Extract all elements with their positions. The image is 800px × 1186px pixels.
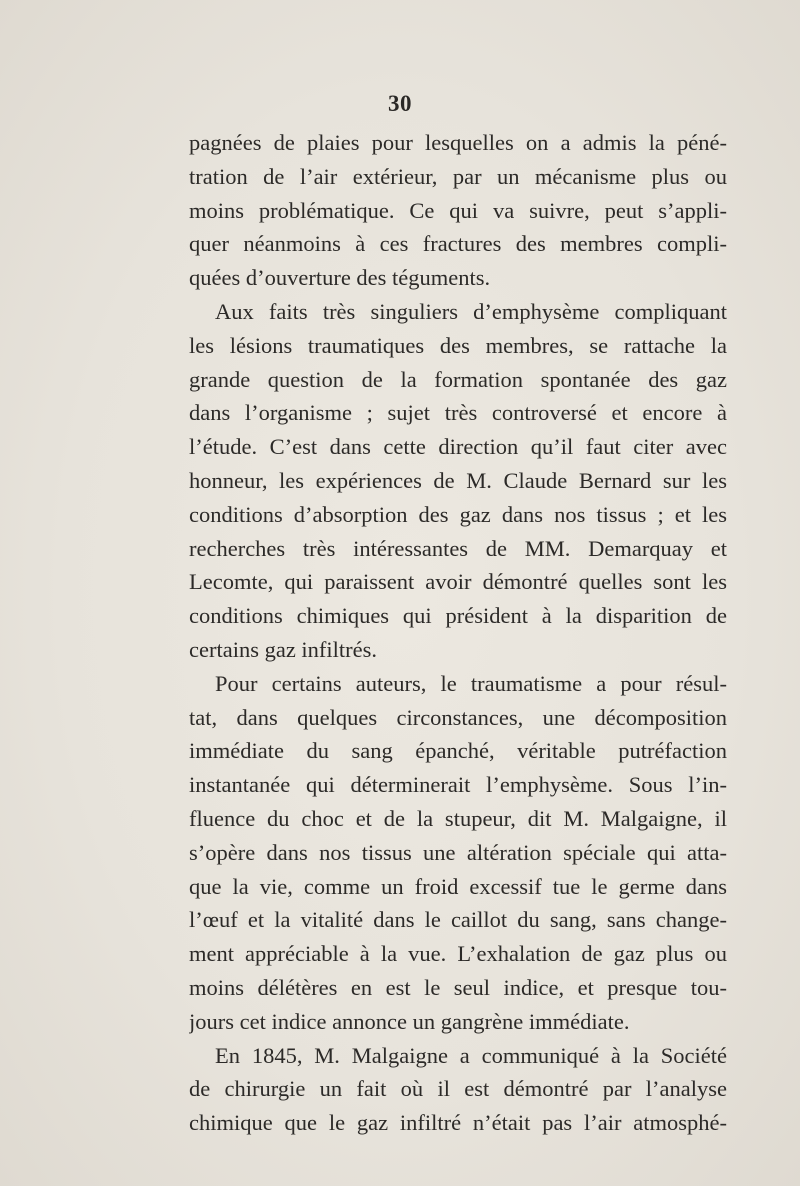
- text-line: conditions chimiques qui président à la disparition de: [189, 603, 727, 629]
- text-line: moins délétères en est le seul indice, et presque tou-: [189, 974, 727, 1000]
- text-line: l’étude. C’est dans cette direction qu’il faut citer avec: [189, 434, 727, 460]
- text-line: grande question de la formation spontanée des gaz: [189, 366, 727, 392]
- text-line: fluence du choc et de la stupeur, dit M. Malgaigne, il: [189, 805, 727, 831]
- text-line: Lecomte, qui paraissent avoir démontré quelles sont les: [189, 569, 727, 595]
- text-line: honneur, les expériences de M. Claude Bernard sur les: [189, 467, 727, 493]
- text-line: certains gaz infiltrés.: [189, 636, 378, 662]
- text-line: l’œuf et la vitalité dans le caillot du sang, sans change-: [189, 907, 727, 933]
- text-line: de chirurgie un fait où il est démontré par l’analyse: [189, 1076, 727, 1102]
- text-line: Pour certains auteurs, le traumatisme a pour résul-: [215, 670, 727, 696]
- text-line: quées d’ouverture des téguments.: [189, 265, 491, 291]
- text-line: recherches très intéressantes de MM. Demarquay et: [189, 535, 727, 561]
- text-line: conditions d’absorption des gaz dans nos tissus ; et les: [189, 501, 727, 527]
- text-line: Aux faits très singuliers d’emphysème compliquant: [215, 298, 727, 324]
- text-line: jours cet indice annonce un gangrène immédiate.: [189, 1008, 630, 1034]
- text-line: que la vie, comme un froid excessif tue le germe dans: [189, 873, 727, 899]
- text-line: les lésions traumatiques des membres, se rattache la: [189, 332, 727, 358]
- text-line: En 1845, M. Malgaigne a communiqué à la Société: [215, 1042, 727, 1068]
- text-line: dans l’organisme ; sujet très controversé et encore à: [189, 400, 727, 426]
- text-line: pagnées de plaies pour lesquelles on a admis la péné-: [189, 130, 727, 155]
- text-line: tat, dans quelques circonstances, une décomposition: [189, 704, 727, 730]
- text-line: instantanée qui déterminerait l’emphysème. Sous l’in-: [189, 772, 727, 798]
- text-line: chimique que le gaz infiltré n’était pas l’air atmosphé-: [189, 1110, 727, 1136]
- text-line: immédiate du sang épanché, véritable putréfaction: [189, 738, 727, 764]
- text-line: moins problématique. Ce qui va suivre, peut s’appli-: [189, 197, 727, 223]
- text-line: ment appréciable à la vue. L’exhalation de gaz plus ou: [189, 941, 727, 967]
- text-line: s’opère dans nos tissus une altération spéciale qui atta-: [189, 839, 727, 865]
- page-number: 30: [388, 91, 412, 116]
- text-line: tration de l’air extérieur, par un mécanisme plus ou: [189, 163, 727, 189]
- text-line: quer néanmoins à ces fractures des membres compli-: [189, 231, 727, 257]
- body-text: [189, 126, 727, 1140]
